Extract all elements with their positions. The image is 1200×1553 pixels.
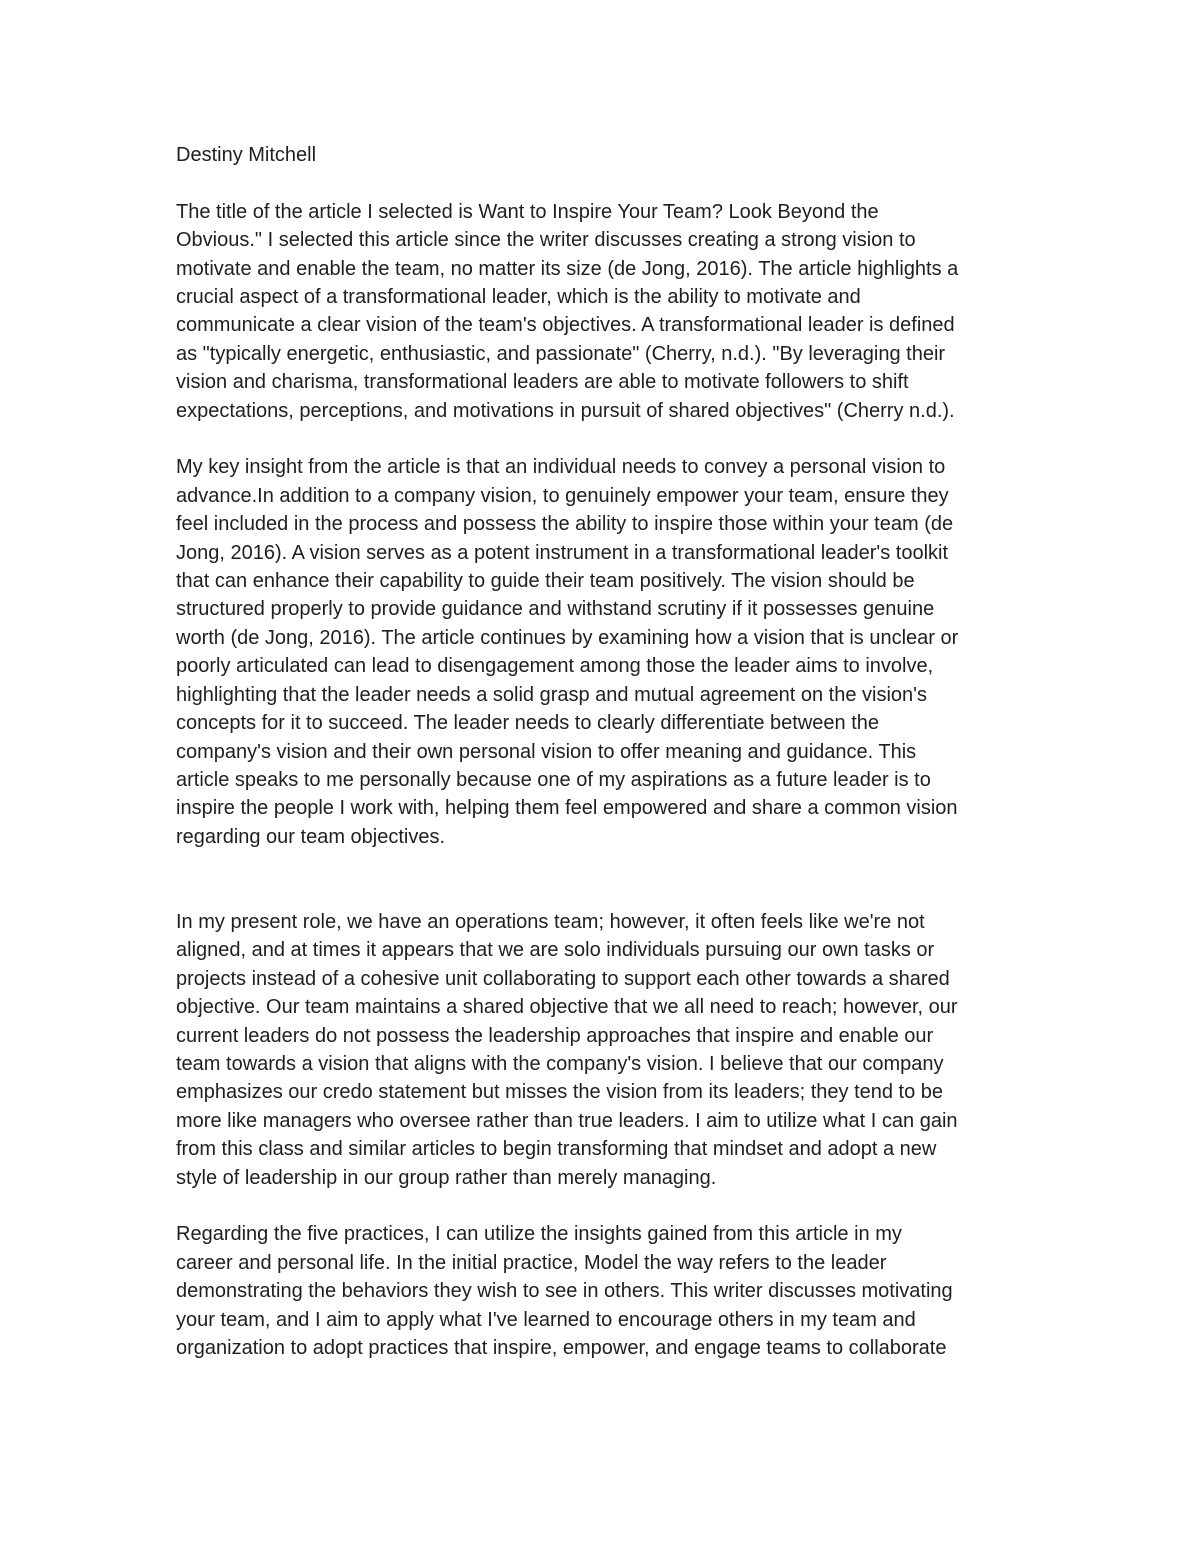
text-line: worth (de Jong, 2016). The article continues by examining how a vision that is unclear or: [176, 626, 959, 649]
text-line: company's vision and their own personal vision to offer meaning and guidance. This: [176, 740, 917, 763]
paragraph-spacer: [176, 851, 1036, 908]
text-line: In my present role, we have an operations team; however, it often feels like we're not: [176, 910, 925, 933]
text-line: organization to adopt practices that inspire, empower, and engage teams to collaborate: [176, 1337, 947, 1359]
text-line: crucial aspect of a transformational leader, which is the ability to motivate and: [176, 286, 861, 309]
text-line: motivate and enable the team, no matter its size (de Jong, 2016). The article highlights a: [176, 257, 959, 280]
text-line: that can enhance their capability to guide their team positively. The vision should be: [176, 570, 915, 593]
text-line: emphasizes our credo statement but misses the vision from its leaders; they tend to be: [176, 1081, 944, 1104]
text-line: vision and charisma, transformational leaders are able to motivate followers to shift: [176, 371, 909, 394]
paragraph-article-selection: [176, 198, 1036, 425]
text-line: objective. Our team maintains a shared objective that we all need to reach; however, our: [176, 996, 958, 1019]
text-line: structured properly to provide guidance and withstand scrutiny if it possesses genuine: [176, 598, 935, 621]
text-line: feel included in the process and possess the ability to inspire those within your team (de: [176, 513, 954, 536]
text-line: Jong, 2016). A vision serves as a potent instrument in a transformational leader's toolkit: [176, 541, 949, 564]
text-line: advance.In addition to a company vision, to genuinely empower your team, ensure they: [176, 484, 949, 507]
text-line: more like managers who oversee rather than true leaders. I aim to utilize what I can gain: [176, 1109, 958, 1132]
text-line: highlighting that the leader needs a solid grasp and mutual agreement on the vision's: [176, 683, 927, 706]
text-line: My key insight from the article is that an individual needs to convey a personal vision to: [176, 456, 946, 479]
text-line: career and personal life. In the initial practice, Model the way refers to the leader: [176, 1251, 887, 1274]
text-line: as "typically energetic, enthusiastic, and passionate" (Cherry, n.d.). "By leveraging their: [176, 342, 946, 365]
author-name: Destiny Mitchell: [176, 144, 317, 166]
text-line: your team, and I aim to apply what I've learned to encourage others in my team and: [176, 1308, 916, 1331]
text-line: current leaders do not possess the leadership approaches that inspire and enable our: [176, 1024, 934, 1047]
text-line: communicate a clear vision of the team's objectives. A transformational leader is defined: [176, 314, 955, 337]
paragraph-spacer: [176, 1192, 1036, 1220]
text-line: poorly articulated can lead to disengagement among those the leader aims to involve,: [176, 655, 934, 678]
paragraph-five-practices: [176, 1220, 1036, 1362]
paragraph-present-role: [176, 908, 1036, 1192]
text-line: Obvious." I selected this article since the writer discusses creating a strong vision to: [176, 229, 916, 252]
text-line: from this class and similar articles to begin transforming that mindset and adopt a new: [176, 1138, 937, 1161]
text-line: The title of the article I selected is Want to Inspire Your Team? Look Beyond the: [176, 200, 879, 223]
text-line: projects instead of a cohesive unit collaborating to support each other towards a shared: [176, 967, 950, 990]
text-line: expectations, perceptions, and motivations in pursuit of shared objectives" (Cherry n.d.).: [176, 399, 955, 422]
text-line: article speaks to me personally because one of my aspirations as a future leader is to: [176, 768, 931, 791]
document-body: [176, 141, 1036, 1362]
text-line: team towards a vision that aligns with the company's vision. I believe that our company: [176, 1052, 944, 1075]
text-line: demonstrating the behaviors they wish to see in others. This writer discusses motivating: [176, 1280, 953, 1303]
text-line: inspire the people I work with, helping them feel empowered and share a common vision: [176, 797, 958, 820]
paragraph-key-insight: [176, 453, 1036, 851]
paragraph-spacer: [176, 425, 1036, 453]
text-line: Regarding the five practices, I can utilize the insights gained from this article in my: [176, 1223, 902, 1246]
text-line: aligned, and at times it appears that we are solo individuals pursuing our own tasks or: [176, 939, 935, 962]
text-line: concepts for it to succeed. The leader needs to clearly differentiate between the: [176, 712, 880, 735]
text-line: regarding our team objectives.: [176, 825, 446, 848]
text-line: style of leadership in our group rather than merely managing.: [176, 1166, 717, 1189]
